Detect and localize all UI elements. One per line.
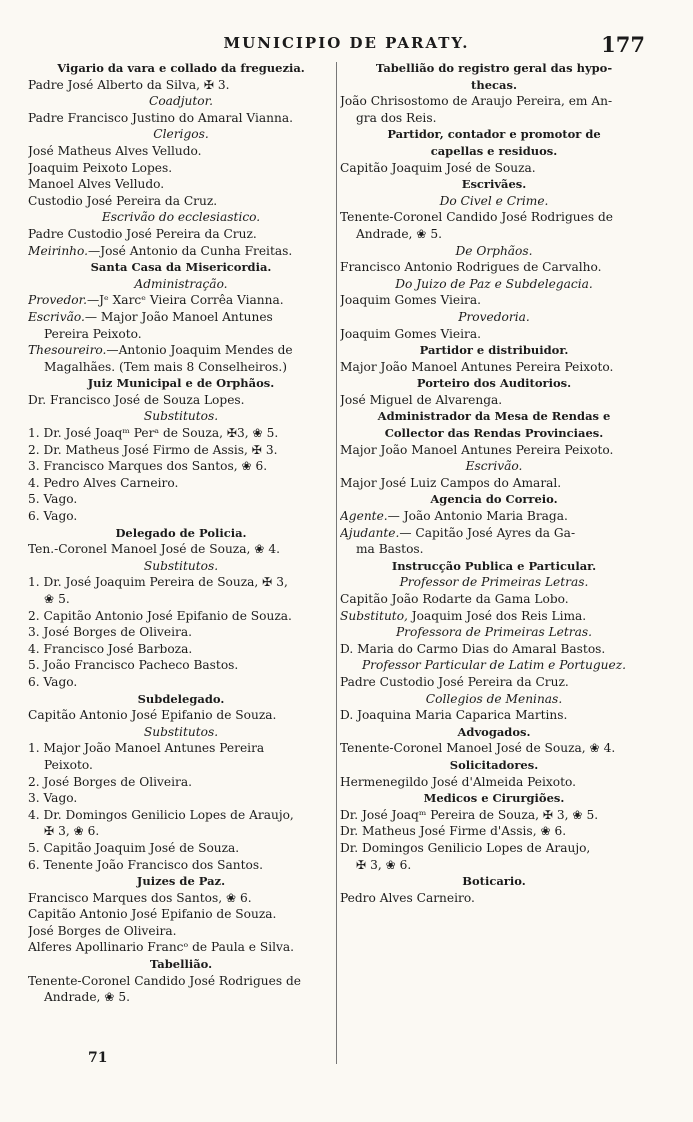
entry: Capitão Antonio José Epifanio de Souza. [28, 907, 277, 922]
list-item: 4. Francisco José Barboza. [28, 641, 193, 656]
section-heading: thecas. [471, 77, 517, 92]
list-item: 2. Dr. Matheus José Firmo de Assis, ✠ 3. [28, 442, 278, 457]
section-heading: Boticario. [462, 874, 526, 889]
running-header: MUNICIPIO DE PARATY. [223, 34, 470, 52]
list-item: 1. Dr. José Joaquim Pereira de Souza, ✠ 3, [28, 575, 288, 590]
entry-label: Agente. [340, 509, 388, 524]
entry: Francisco Antonio Rodrigues de Carvalho. [340, 260, 602, 275]
entry-value: —Jᵉ Xarcᵉ Vieira Corrêa Vianna. [86, 293, 284, 308]
entry: Capitão Joaquim José de Souza. [340, 160, 536, 175]
right-column [340, 60, 648, 906]
entry-value: — Major João Manoel Antunes [84, 309, 273, 324]
section-heading: Tabellião. [149, 957, 213, 972]
page-number: 177 [601, 32, 645, 57]
signature-number: 71 [88, 1050, 108, 1066]
entry: Manoel Alves Velludo. [28, 177, 165, 192]
entry: D. Joaquina Maria Caparica Martins. [340, 708, 568, 723]
subheading: Professor Particular de Latim e Portuguez. [361, 658, 627, 673]
subheading: Clerigos. [153, 127, 209, 142]
entry: Padre Francisco Justino do Amaral Vianna. [28, 110, 293, 125]
entry [28, 292, 334, 309]
entry-label: Meirinho. [28, 243, 89, 258]
subheading: Escrivão. [465, 459, 523, 474]
entry: Dr. Matheus José Firme d'Assis, ❀ 6. [340, 824, 567, 839]
list-item: 4. Pedro Alves Carneiro. [28, 475, 179, 490]
list-item: 2. José Borges de Oliveira. [28, 774, 192, 789]
list-item: 4. Dr. Domingos Genilicio Lopes de Araujo, [28, 807, 294, 822]
entry: José Miguel de Alvarenga. [340, 392, 503, 407]
section-heading: Administrador da Mesa de Rendas e [377, 409, 611, 424]
entry: Hermenegildo José d'Almeida Peixoto. [340, 774, 577, 789]
entry [28, 342, 334, 359]
section-heading: Santa Casa da Misericordia. [90, 260, 272, 275]
list-item: 1. Major João Manoel Antunes Pereira [28, 741, 265, 756]
entry: Ten.-Coronel Manoel José de Souza, ❀ 4. [28, 542, 280, 557]
entry-value: Joaquim José dos Reis Lima. [411, 608, 587, 623]
entry: Francisco Marques dos Santos, ❀ 6. [28, 890, 252, 905]
entry: Custodio José Pereira da Cruz. [28, 193, 218, 208]
entry [340, 525, 648, 542]
section-heading: Subdelegado. [137, 691, 225, 706]
entry-label: Provedor. [28, 293, 87, 308]
entry-label: Thesoureiro. [28, 343, 107, 358]
list-item: 5. Capitão Joaquim José de Souza. [28, 840, 240, 855]
section-heading: Partidor, contador e promotor de [387, 127, 601, 142]
subheading: Substitutos. [143, 724, 219, 739]
list-item: 6. Tenente João Francisco dos Santos. [28, 857, 264, 872]
entry-label: Escrivão. [28, 309, 85, 324]
section-heading: Tabellião do registro geral das hypo- [375, 61, 613, 75]
section-heading: capellas e residuos. [430, 143, 558, 158]
subheading: Coadjutor. [149, 94, 213, 109]
section-heading: Juizes de Paz. [136, 874, 226, 889]
left-column [28, 60, 334, 1006]
entry: Capitão Antonio José Epifanio de Souza. [28, 708, 277, 723]
section-heading: Instrucção Publica e Particular. [391, 558, 597, 573]
entry-continuation: Andrade, ❀ 5. [44, 990, 131, 1005]
entry: Joaquim Gomes Vieira. [340, 326, 482, 341]
entry-continuation: ✠ 3, ❀ 6. [44, 824, 100, 839]
entry-continuation: Pereira Peixoto. [44, 326, 142, 341]
entry [28, 243, 334, 260]
entry-continuation: gra dos Reis. [356, 110, 437, 125]
entry: Tenente-Coronel Manoel José de Souza, ❀ 4. [340, 741, 616, 756]
subheading: Do Juizo de Paz e Subdelegacia. [395, 276, 593, 291]
entry-continuation: Andrade, ❀ 5. [356, 226, 443, 241]
entry: Joaquim Gomes Vieira. [340, 293, 482, 308]
entry [28, 309, 334, 326]
list-item: 6. Vago. [28, 674, 78, 689]
entry-value: — João Antonio Maria Braga. [387, 509, 568, 524]
section-heading: Delegado de Policia. [115, 525, 247, 540]
section-heading: Solicitadores. [449, 757, 539, 772]
subheading: Escrivão do ecclesiastico. [101, 210, 261, 225]
entry-label: Substituto, [340, 608, 408, 623]
section-heading: Porteiro dos Auditorios. [416, 376, 572, 391]
entry-continuation: Peixoto. [44, 757, 93, 772]
entry: Joaquim Peixoto Lopes. [28, 160, 173, 175]
list-item: 2. Capitão Antonio José Epifanio de Souza. [28, 608, 292, 623]
entry: Dr. Domingos Genilicio Lopes de Araujo, [340, 840, 591, 855]
list-item: 6. Vago. [28, 509, 78, 524]
entry-value: — Capitão José Ayres da Ga- [399, 525, 576, 540]
column-divider [336, 62, 337, 1064]
entry [340, 608, 648, 625]
entry: Capitão João Rodarte da Gama Lobo. [340, 592, 569, 606]
entry: Padre Custodio José Pereira da Cruz. [28, 226, 257, 241]
subheading: Substitutos. [143, 558, 219, 573]
entry: José Matheus Alves Velludo. [28, 143, 202, 158]
subheading: Substitutos. [143, 409, 219, 424]
subheading: De Orphãos. [455, 243, 533, 258]
section-heading: Agencia do Correio. [430, 492, 558, 507]
list-item: 3. José Borges de Oliveira. [28, 625, 192, 640]
subheading: Professor de Primeiras Letras. [399, 575, 589, 590]
entry: Tenente-Coronel Candido José Rodrigues de [340, 210, 613, 225]
section-heading: Medicos e Cirurgiões. [423, 791, 565, 806]
entry-continuation: Magalhães. (Tem mais 8 Conselheiros.) [44, 359, 287, 374]
list-item: 3. Vago. [28, 791, 78, 806]
entry: João Chrisostomo de Araujo Pereira, em An- [340, 94, 613, 109]
entry: José Borges de Oliveira. [28, 923, 177, 938]
entry: Tenente-Coronel Candido José Rodrigues de [28, 973, 301, 988]
section-heading: Partidor e distribuidor. [419, 343, 569, 358]
entry: Major João Manoel Antunes Pereira Peixoto. [340, 442, 614, 457]
section-heading: Advogados. [457, 724, 531, 739]
entry-continuation: ✠ 3, ❀ 6. [356, 857, 412, 872]
entry: D. Maria do Carmo Dias do Amaral Bastos. [340, 641, 606, 656]
entry-continuation: ma Bastos. [356, 542, 424, 557]
entry: Padre José Alberto da Silva, ✠ 3. [28, 77, 230, 92]
entry-value: —José Antonio da Cunha Freitas. [88, 243, 293, 258]
list-item: 3. Francisco Marques dos Santos, ❀ 6. [28, 459, 268, 474]
section-heading: Vigario da vara e collado da freguezia. [57, 61, 305, 75]
list-item: 5. João Francisco Pacheco Bastos. [28, 658, 239, 673]
entry: Major João Manoel Antunes Pereira Peixoto. [340, 359, 614, 374]
subheading: Do Civel e Crime. [439, 193, 549, 208]
entry-continuation: ❀ 5. [44, 592, 70, 606]
section-heading: Collector das Rendas Provinciaes. [384, 426, 604, 441]
entry: Major José Luiz Campos do Amaral. [340, 475, 562, 490]
entry-label: Ajudante. [340, 525, 400, 540]
entry: Dr. José Joaqᵐ Pereira de Souza, ✠ 3, ❀ 5. [340, 807, 599, 822]
subheading: Professora de Primeiras Letras. [395, 625, 593, 640]
entry [340, 508, 648, 525]
entry: Pedro Alves Carneiro. [340, 890, 475, 905]
entry: Dr. Francisco José de Souza Lopes. [28, 392, 245, 407]
section-heading: Escrivães. [461, 177, 527, 192]
list-item: 5. Vago. [28, 492, 78, 507]
entry: Alferes Apollinario Francᵒ de Paula e Silva. [28, 940, 295, 955]
subheading: Administração. [134, 276, 228, 291]
section-heading: Juiz Municipal e de Orphãos. [87, 376, 275, 391]
subheading: Provedoria. [458, 309, 530, 324]
entry: Padre Custodio José Pereira da Cruz. [340, 674, 569, 689]
subheading: Collegios de Meninas. [425, 691, 563, 706]
list-item: 1. Dr. José Joaqᵐ Perᵃ de Souza, ✠3, ❀ 5. [28, 426, 279, 441]
entry-value: —Antonio Joaquim Mendes de [106, 343, 293, 358]
